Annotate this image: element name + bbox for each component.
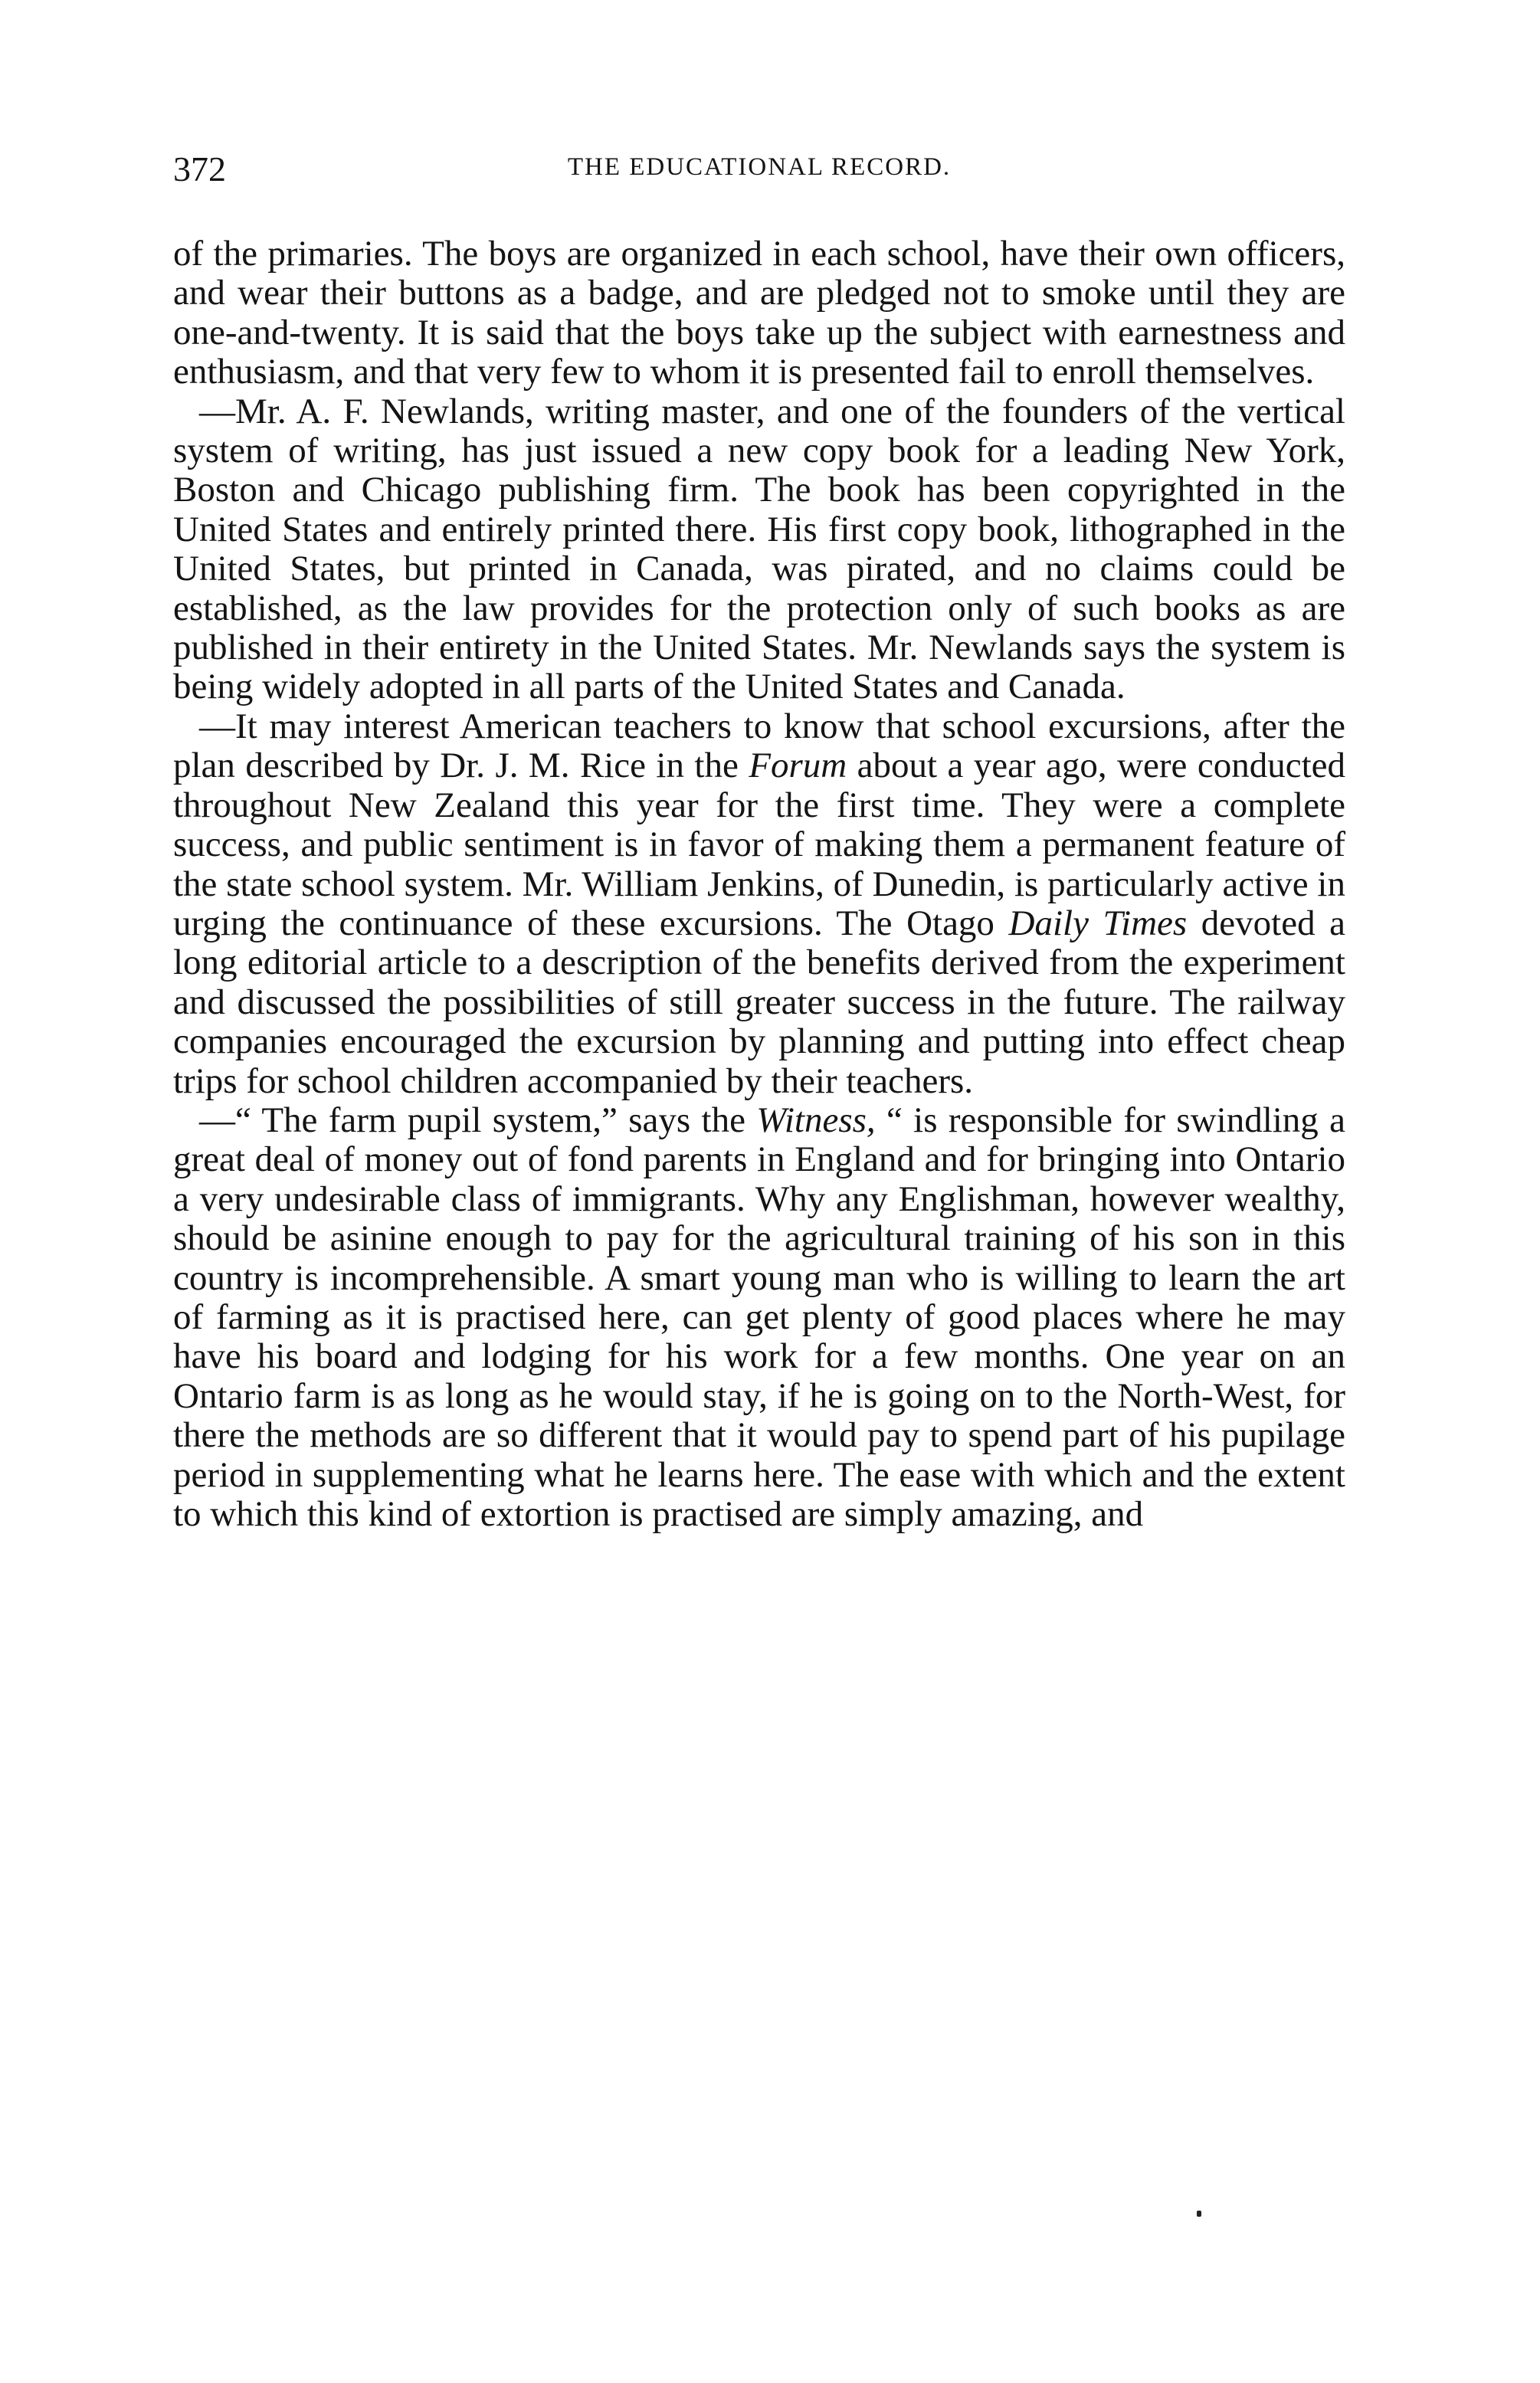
farm-pupil-text-2: “ is responsible for swindling a great deal of money out of fond parents in England and for bringing into Ontario a very undesirable class of immigrants. Why any Englishman, however wealthy, should be asinine enough to pay for the agricultural training of his son in this country is incomprehensible. A smart young man who is willing to learn the art of farming as it is practised here, can get plenty of good places where he may have his board and lodging for his work for a few months. One year on an Ontario farm is as long as he would stay, if he is going on to the North-West, for there the methods are so different that it would pay to spend part of his pupilage period in supplementing what he learns here. The ease with which and the extent to which this kind of extortion is practised are simply amazing, and [173, 1100, 1345, 1534]
farm-pupil-text-1: —“ The farm pupil system,” says the [199, 1100, 757, 1140]
daily-times-title: Daily Times [1008, 903, 1188, 943]
page-header [173, 146, 1345, 192]
excursions-text-2: about a year ago, were conducted throughout New Zealand this year for the first time. They were a complete success, and public sentiment is in favor of making them a permanent feature of the state school system. Mr. William Jenkins, of Dunedin, is particularly active in urging the continuance of these excursions. The Otago [173, 746, 1345, 943]
page-number: 372 [173, 149, 226, 188]
excursions-text-1: —It may interest American teachers to know that school excursions, after the plan described by Dr. J. M. Rice in the [173, 706, 1345, 786]
book-page [173, 146, 1345, 1534]
excursions-text-3: devoted a long editorial article to a description of the benefits derived from the experiment and discussed the possibilities of still greater success in the future. The railway companies encouraged the excursion by planning and putting into effect cheap trips for school children accompanied by their teachers. [173, 903, 1346, 1101]
forum-title: Forum [749, 746, 847, 786]
body-text [173, 234, 1345, 1534]
paragraph-farm-pupil [173, 1101, 1345, 1534]
paragraph-newlands: —Mr. A. F. Newlands, writing master, and one of the founders of the vertical system of writing, has just issued a new copy book for a leading New York, Boston and Chicago publishing firm. The book has been copyrighted in the United States and entirely printed there. His first copy book, lithographed in the United States, but printed in Canada, was pirated, and no claims could be established, as the law provides for the protection only of such books as are published in their entirety in the United States. Mr. Newlands says the system is being widely adopted in all parts of the United States and Canada. [173, 391, 1345, 707]
running-head: THE EDUCATIONAL RECORD. [567, 153, 952, 181]
ink-speck [1197, 2211, 1201, 2217]
paragraph-primaries: of the primaries. The boys are organized in each school, have their own officers, and wear their buttons as a badge, and are pledged not to smoke until they are one-and-twenty. It is said that the boys take up the subject with earnestness and enthusiasm, and that very few to whom it is presented fail to enroll themselves. [173, 234, 1345, 392]
paragraph-school-excursions [173, 707, 1345, 1101]
witness-title: Witness, [756, 1100, 876, 1140]
